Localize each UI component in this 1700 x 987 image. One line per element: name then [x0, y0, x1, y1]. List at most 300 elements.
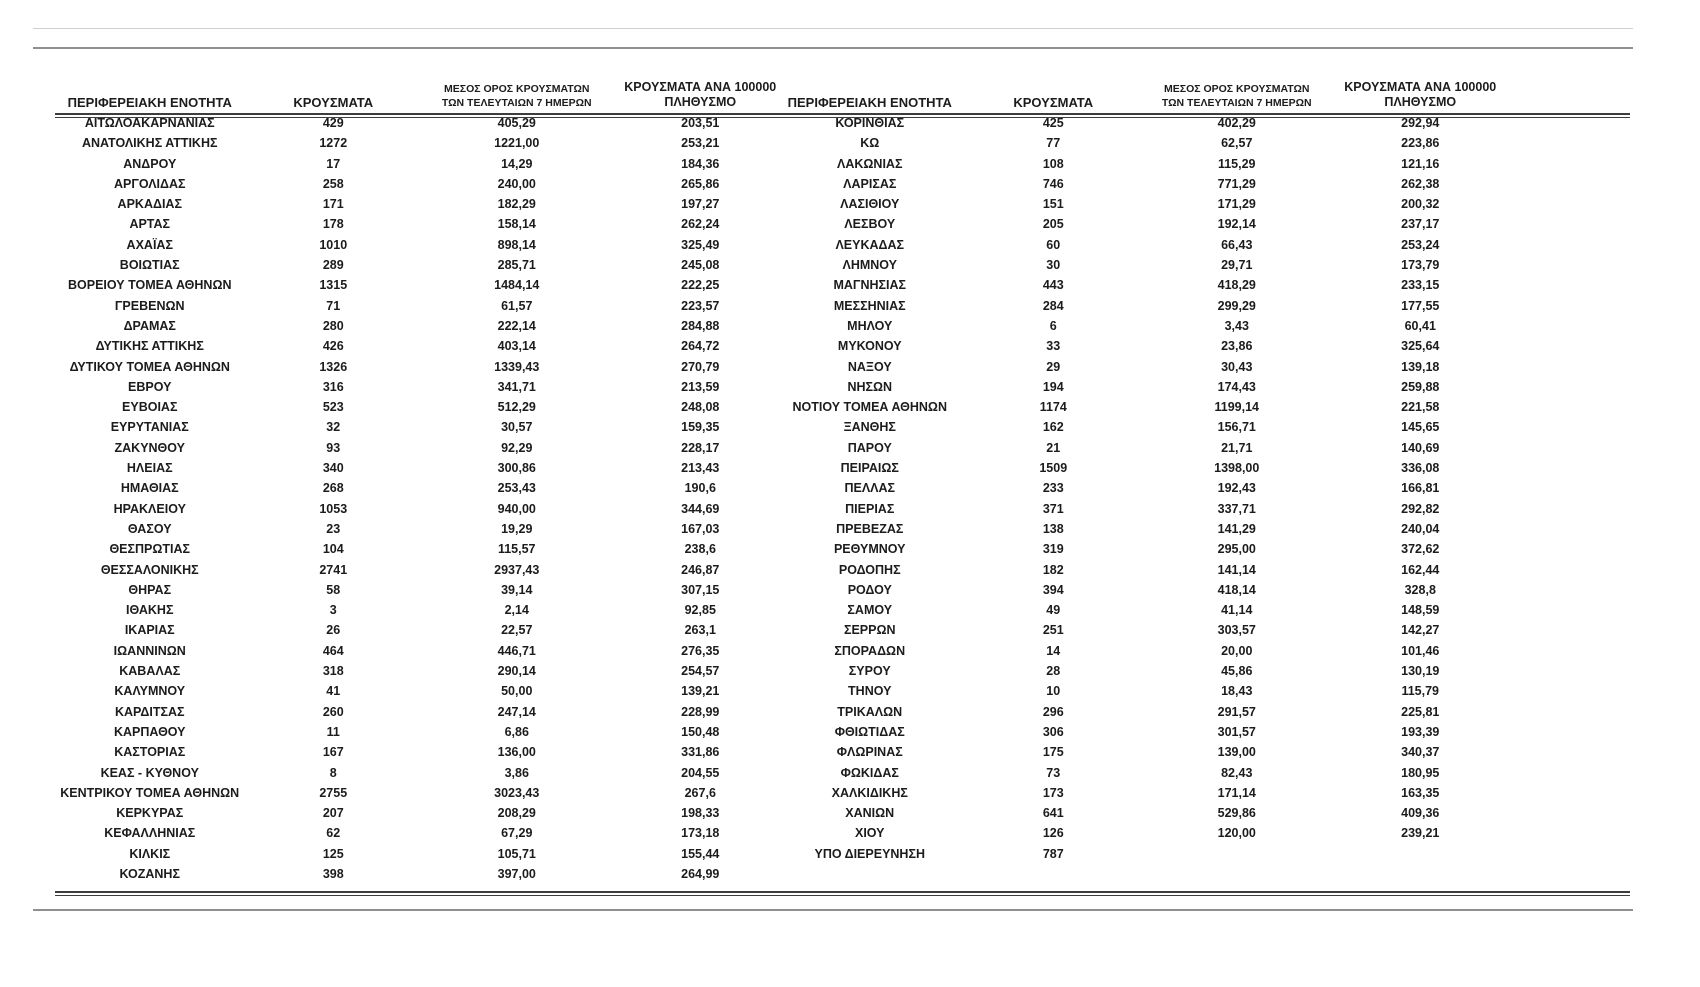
table-cell: 225,81: [1401, 704, 1440, 719]
table-row: [778, 681, 1512, 701]
table-row: [778, 742, 1512, 762]
table-cell: 290,14: [497, 664, 536, 679]
table-cell: 2,14: [504, 603, 529, 618]
table-row: [778, 763, 1512, 783]
table-cell: 1484,14: [494, 278, 540, 293]
table-row: [58, 174, 792, 194]
table-cell: 18,43: [1221, 684, 1253, 699]
table-row: [778, 194, 1512, 214]
table-cell: 295,00: [1217, 542, 1256, 557]
table-cell: ΥΠΟ ΔΙΕΡΕΥΝΗΣΗ: [814, 846, 925, 861]
table-cell: 173: [1042, 785, 1064, 800]
table-cell: ΑΡΓΟΛΙΔΑΣ: [113, 176, 186, 191]
col-header-7day-average: ΜΕΣΟΣ ΟΡΟΣ ΚΡΟΥΣΜΑΤΩΝ ΤΩΝ ΤΕΛΕΥΤΑΙΩΝ 7 ΗΜΕΡΩΝ: [441, 83, 592, 109]
table-cell: 194: [1042, 379, 1064, 394]
table-cell: 237,17: [1401, 217, 1440, 232]
table-row: [778, 702, 1512, 722]
table-cell: ΚΟΖΑΝΗΣ: [119, 866, 180, 881]
table-row: [58, 641, 792, 661]
table-cell: 331,86: [681, 745, 720, 760]
table-cell: 66,43: [1221, 237, 1253, 252]
table-cell: 254,57: [681, 664, 720, 679]
table-cell: 23,86: [1221, 339, 1253, 354]
table-cell: ΧΑΝΙΩΝ: [845, 806, 895, 821]
table-cell: 285,71: [497, 258, 536, 273]
table-cell: ΣΥΡΟΥ: [848, 664, 891, 679]
table-cell: 245,08: [681, 258, 720, 273]
table-cell: ΦΘΙΩΤΙΔΑΣ: [834, 724, 905, 739]
table-cell: 403,14: [497, 339, 536, 354]
table-row: [58, 458, 792, 478]
table-cell: 2937,43: [494, 562, 540, 577]
table-row: [58, 620, 792, 640]
table-cell: 71: [326, 298, 341, 313]
table-cell: ΛΕΣΒΟΥ: [844, 217, 896, 232]
table-cell: 41,14: [1221, 603, 1253, 618]
table-cell: 148,59: [1401, 603, 1440, 618]
table-cell: 105,71: [497, 846, 536, 861]
table-cell: 940,00: [497, 501, 536, 516]
table-row: [778, 255, 1512, 275]
table-cell: 208,29: [497, 806, 536, 821]
table-cell: 276,35: [681, 643, 720, 658]
table-row: [58, 296, 792, 316]
table-cell: ΜΕΣΣΗΝΙΑΣ: [833, 298, 906, 313]
table-cell: 787: [1042, 846, 1064, 861]
table-cell: ΕΒΡΟΥ: [128, 379, 172, 394]
table-cell: 253,21: [681, 136, 720, 151]
table-cell: ΙΘΑΚΗΣ: [126, 603, 174, 618]
table-row: [778, 600, 1512, 620]
table-row: [58, 194, 792, 214]
table-cell: ΠΙΕΡΙΑΣ: [845, 501, 895, 516]
table-cell: 2741: [319, 562, 348, 577]
table-cell: 182: [1042, 562, 1064, 577]
table-cell: 260: [322, 704, 344, 719]
table-cell: 17: [326, 156, 341, 171]
table-cell: 60: [1046, 237, 1061, 252]
table-cell: 1174: [1039, 400, 1067, 415]
table-cell: 397,00: [497, 866, 536, 881]
table-cell: 20,00: [1221, 643, 1253, 658]
table-cell: ΔΡΑΜΑΣ: [123, 318, 176, 333]
table-row: [778, 357, 1512, 377]
table-cell: 150,48: [681, 724, 720, 739]
table-header-right: [778, 70, 1512, 113]
table-cell: 319: [1042, 542, 1064, 557]
table-cell: 299,29: [1217, 298, 1256, 313]
table-cell: 115,29: [1217, 156, 1256, 171]
table-cell: ΤΡΙΚΑΛΩΝ: [837, 704, 903, 719]
table-cell: 240,00: [497, 176, 536, 191]
table-cell: 300,86: [497, 461, 536, 476]
header-separator-rule: [55, 113, 1630, 118]
table-row: [778, 417, 1512, 437]
table-cell: 1010: [319, 237, 348, 252]
table-cell: ΡΟΔΟΠΗΣ: [838, 562, 901, 577]
table-cell: 264,72: [681, 339, 720, 354]
table-row: [778, 539, 1512, 559]
table-cell: 258: [322, 176, 344, 191]
table-cell: ΓΡΕΒΕΝΩΝ: [114, 298, 185, 313]
table-cell: 171,29: [1217, 197, 1256, 212]
table-cell: 14,29: [501, 156, 533, 171]
table-cell: 62,57: [1221, 136, 1253, 151]
table-row: [778, 560, 1512, 580]
top-dark-divider: [33, 47, 1633, 49]
table-row: [778, 620, 1512, 640]
table-cell: ΚΑΡΠΑΘΟΥ: [113, 724, 186, 739]
table-cell: 173,79: [1401, 258, 1440, 273]
table-cell: 163,35: [1401, 785, 1440, 800]
table-cell: 2755: [319, 785, 348, 800]
table-cell: ΡΟΔΟΥ: [847, 582, 892, 597]
table-cell: 171,14: [1217, 785, 1256, 800]
col-header-cases: ΚΡΟΥΣΜΑΤΑ: [1013, 95, 1094, 110]
table-cell: 259,88: [1401, 379, 1440, 394]
table-cell: ΡΕΘΥΜΝΟΥ: [833, 542, 906, 557]
table-row: [778, 174, 1512, 194]
table-cell: 443: [1042, 278, 1064, 293]
col-header-region: ΠΕΡΙΦΕΡΕΙΑΚΗ ΕΝΟΤΗΤΑ: [67, 95, 232, 110]
table-cell: 130,19: [1401, 664, 1440, 679]
table-cell: 325,49: [681, 237, 720, 252]
table-row: [58, 600, 792, 620]
table-cell: 115,57: [497, 542, 536, 557]
table-cell: ΗΜΑΘΙΑΣ: [120, 481, 179, 496]
table-cell: 292,94: [1401, 116, 1440, 130]
regional-cases-table-right: [778, 70, 1512, 864]
table-cell: 92,85: [684, 603, 716, 618]
table-cell: 425: [1042, 116, 1064, 130]
table-cell: ΘΑΣΟΥ: [127, 521, 172, 536]
table-cell: 341,71: [497, 379, 536, 394]
table-cell: ΠΕΛΛΑΣ: [844, 481, 896, 496]
table-cell: 239,21: [1401, 826, 1440, 841]
table-cell: ΚΩ: [860, 136, 880, 151]
table-cell: 29,71: [1221, 258, 1253, 273]
table-cell: 402,29: [1217, 116, 1256, 130]
table-cell: 284,88: [681, 318, 720, 333]
table-cell: 213,59: [681, 379, 720, 394]
bottom-divider: [33, 909, 1633, 911]
table-cell: 159,35: [681, 420, 720, 435]
table-cell: 1315: [319, 278, 348, 293]
table-cell: 337,71: [1217, 501, 1256, 516]
table-cell: ΣΑΜΟΥ: [847, 603, 893, 618]
table-cell: 11: [326, 724, 340, 739]
table-cell: 26: [326, 623, 341, 638]
table-cell: 898,14: [497, 237, 536, 252]
table-cell: 263,1: [684, 623, 716, 638]
table-row: [58, 844, 792, 864]
table-row: [58, 377, 792, 397]
table-cell: ΙΩΑΝΝΙΝΩΝ: [113, 643, 186, 658]
table-cell: 192,43: [1217, 481, 1256, 496]
table-cell: 21: [1046, 440, 1061, 455]
table-row: [58, 803, 792, 823]
table-cell: 141,29: [1217, 521, 1256, 536]
table-cell: 139,21: [681, 684, 720, 699]
table-row: [58, 763, 792, 783]
table-cell: 316: [322, 379, 344, 394]
table-row: [58, 702, 792, 722]
table-cell: 22,57: [501, 623, 533, 638]
table-row: [778, 336, 1512, 356]
table-row: [58, 417, 792, 437]
table-cell: 240,04: [1401, 521, 1440, 536]
table-row: [778, 133, 1512, 153]
table-row: [778, 397, 1512, 417]
table-cell: ΣΕΡΡΩΝ: [843, 623, 896, 638]
table-cell: 162: [1042, 420, 1064, 435]
table-cell: ΑΧΑΪΑΣ: [126, 237, 173, 252]
table-cell: 177,55: [1401, 298, 1440, 313]
table-cell: 158,14: [497, 217, 536, 232]
table-row: [58, 438, 792, 458]
table-cell: 523: [322, 400, 344, 415]
table-cell: 141,14: [1217, 562, 1256, 577]
table-cell: 142,27: [1401, 623, 1440, 638]
table-cell: 167,03: [681, 521, 720, 536]
table-cell: 61,57: [501, 298, 533, 313]
table-cell: 155,44: [681, 846, 720, 861]
table-cell: 3: [329, 603, 337, 618]
table-cell: 228,99: [681, 704, 720, 719]
table-cell: 10: [1046, 684, 1061, 699]
table-cell: ΠΕΙΡΑΙΩΣ: [840, 461, 899, 476]
table-row: [778, 275, 1512, 295]
table-row: [58, 316, 792, 336]
table-row: [58, 255, 792, 275]
table-cell: 121,16: [1401, 156, 1440, 171]
table-header-left: [58, 70, 792, 113]
table-cell: ΝΑΞΟΥ: [847, 359, 892, 374]
table-cell: ΠΑΡΟΥ: [847, 440, 892, 455]
table-cell: ΣΠΟΡΑΔΩΝ: [834, 643, 906, 658]
table-cell: 340,37: [1401, 745, 1440, 760]
table-cell: 394: [1042, 582, 1064, 597]
table-cell: ΕΥΒΟΙΑΣ: [122, 400, 178, 415]
table-cell: 60,41: [1404, 318, 1436, 333]
table-cell: 138: [1042, 521, 1064, 536]
table-cell: 265,86: [681, 176, 720, 191]
table-cell: ΧΙΟΥ: [854, 826, 885, 841]
table-cell: 301,57: [1217, 724, 1256, 739]
table-cell: 3023,43: [494, 785, 540, 800]
table-cell: 222,25: [681, 278, 720, 293]
table-cell: ΑΡΤΑΣ: [129, 217, 171, 232]
table-cell: 108: [1042, 156, 1064, 171]
col-header-region: ΠΕΡΙΦΕΡΕΙΑΚΗ ΕΝΟΤΗΤΑ: [787, 95, 952, 110]
table-cell: 238,6: [684, 542, 716, 557]
table-cell: 1053: [319, 501, 348, 516]
table-row: [778, 519, 1512, 539]
table-cell: 641: [1042, 806, 1064, 821]
table-row: [58, 397, 792, 417]
col-header-cases-per-100k: ΚΡΟΥΣΜΑΤΑ ΑΝΑ 100000 ΠΛΗΘΥΣΜΟ: [1344, 80, 1497, 109]
table-cell: ΑΙΤΩΛΟΑΚΑΡΝΑΝΙΑΣ: [84, 116, 215, 130]
table-cell: ΔΥΤΙΚΟΥ ΤΟΜΕΑ ΑΘΗΝΩΝ: [69, 359, 230, 374]
table-cell: 1509: [1039, 461, 1068, 476]
table-cell: ΚΟΡΙΝΘΙΑΣ: [835, 116, 905, 130]
table-cell: 32: [326, 420, 341, 435]
table-cell: 101,46: [1401, 643, 1440, 658]
table-cell: 178: [322, 217, 344, 232]
table-cell: 264,99: [681, 866, 720, 881]
table-cell: 139,18: [1401, 359, 1440, 374]
table-cell: 284: [1042, 298, 1064, 313]
table-row: [58, 235, 792, 255]
table-cell: 200,32: [1401, 197, 1440, 212]
table-row: [58, 275, 792, 295]
table-cell: 62: [326, 826, 341, 841]
table-cell: 3,43: [1224, 318, 1249, 333]
table-cell: 429: [322, 116, 344, 130]
table-row: [58, 133, 792, 153]
table-cell: 529,86: [1217, 806, 1256, 821]
table-cell: ΛΑΣΙΘΙΟΥ: [840, 197, 900, 212]
table-cell: ΖΑΚΥΝΘΟΥ: [114, 440, 185, 455]
table-row: [778, 783, 1512, 803]
table-cell: 262,24: [681, 217, 720, 232]
table-cell: 39,14: [501, 582, 533, 597]
table-cell: 193,39: [1401, 724, 1440, 739]
table-cell: 296: [1042, 704, 1064, 719]
table-cell: [1145, 844, 1329, 864]
table-row: [58, 560, 792, 580]
table-cell: 198,33: [681, 806, 720, 821]
table-cell: 213,43: [681, 461, 720, 476]
table-cell: 221,58: [1401, 400, 1440, 415]
table-row: [58, 539, 792, 559]
table-cell: 28: [1046, 664, 1061, 679]
table-cell: 251: [1042, 623, 1064, 638]
table-row: [58, 478, 792, 498]
table-row: [58, 722, 792, 742]
table-cell: ΒΟΡΕΙΟΥ ΤΟΜΕΑ ΑΘΗΝΩΝ: [67, 278, 232, 293]
table-cell: 33: [1046, 339, 1061, 354]
table-cell: 336,08: [1401, 461, 1440, 476]
table-cell: ΗΡΑΚΛΕΙΟΥ: [113, 501, 186, 516]
table-cell: 233,15: [1401, 278, 1440, 293]
table-cell: 77: [1046, 136, 1061, 151]
table-cell: 372,62: [1401, 542, 1440, 557]
table-cell: 29: [1046, 359, 1061, 374]
table-cell: ΦΩΚΙΔΑΣ: [840, 765, 899, 780]
table-cell: ΚΑΡΔΙΤΣΑΣ: [114, 704, 185, 719]
table-cell: 184,36: [681, 156, 720, 171]
table-cell: 771,29: [1217, 176, 1256, 191]
table-cell: 253,43: [497, 481, 536, 496]
table-cell: 30,57: [501, 420, 533, 435]
table-row: [778, 214, 1512, 234]
table-cell: ΝΟΤΙΟΥ ΤΟΜΕΑ ΑΘΗΝΩΝ: [792, 400, 947, 415]
table-row: [778, 235, 1512, 255]
table-cell: 204,55: [681, 765, 720, 780]
table-row: [58, 519, 792, 539]
table-cell: ΘΕΣΣΑΛΟΝΙΚΗΣ: [100, 562, 199, 577]
table-cell: 19,29: [501, 521, 533, 536]
table-row: [778, 458, 1512, 478]
table-row: [58, 154, 792, 174]
table-cell: 6,86: [504, 724, 529, 739]
table-cell: ΕΥΡΥΤΑΝΙΑΣ: [110, 420, 189, 435]
table-cell: 262,38: [1401, 176, 1440, 191]
table-cell: ΙΚΑΡΙΑΣ: [124, 623, 175, 638]
table-cell: 125: [322, 846, 344, 861]
table-cell: 303,57: [1217, 623, 1256, 638]
table-cell: 418,29: [1217, 278, 1256, 293]
table-row: [778, 377, 1512, 397]
table-cell: ΚΕΑΣ - ΚΥΘΝΟΥ: [100, 765, 199, 780]
table-cell: 207: [322, 806, 344, 821]
table-cell: 409,36: [1401, 806, 1440, 821]
table-cell: 203,51: [681, 116, 720, 130]
table-cell: 340: [322, 461, 344, 476]
table-cell: ΚΑΣΤΟΡΙΑΣ: [114, 745, 186, 760]
table-row: [778, 844, 1512, 864]
table-cell: 253,24: [1401, 237, 1440, 252]
table-cell: 318: [322, 664, 344, 679]
table-cell: 93: [326, 440, 341, 455]
table-cell: ΦΛΩΡΙΝΑΣ: [836, 745, 903, 760]
table-cell: 1339,43: [494, 359, 540, 374]
table-row: [58, 661, 792, 681]
table-cell: 50,00: [501, 684, 533, 699]
table-cell: 82,43: [1221, 765, 1253, 780]
table-row: [778, 154, 1512, 174]
table-cell: 173,18: [681, 826, 720, 841]
col-header-cases: ΚΡΟΥΣΜΑΤΑ: [293, 95, 374, 110]
table-cell: ΑΡΚΑΔΙΑΣ: [117, 197, 182, 212]
table-cell: 223,86: [1401, 136, 1440, 151]
table-cell: 14: [1046, 643, 1061, 658]
table-cell: 270,79: [681, 359, 720, 374]
table-cell: 182,29: [497, 197, 536, 212]
table-cell: 73: [1046, 765, 1061, 780]
table-row: [58, 336, 792, 356]
table-cell: 371: [1042, 501, 1064, 516]
table-cell: 289: [322, 258, 344, 273]
table-cell: 328,8: [1404, 582, 1436, 597]
table-cell: ΚΕΦΑΛΛΗΝΙΑΣ: [104, 826, 196, 841]
header-row: [58, 70, 792, 113]
table-cell: 104: [322, 542, 344, 557]
table-cell: 292,82: [1401, 501, 1440, 516]
table-cell: 307,15: [681, 582, 720, 597]
table-cell: 151: [1042, 197, 1064, 212]
table-cell: 222,14: [497, 318, 536, 333]
table-cell: 418,14: [1217, 582, 1256, 597]
table-row: [58, 823, 792, 843]
table-cell: 426: [322, 339, 344, 354]
table-cell: 180,95: [1401, 765, 1440, 780]
table-cell: 1199,14: [1214, 400, 1259, 415]
table-cell: ΚΑΛΥΜΝΟΥ: [114, 684, 186, 699]
table-cell: ΔΥΤΙΚΗΣ ΑΤΤΙΚΗΣ: [95, 339, 204, 354]
table-cell: ΛΗΜΝΟΥ: [842, 258, 898, 273]
table-cell: ΚΑΒΑΛΑΣ: [119, 664, 181, 679]
table-row: [58, 864, 792, 884]
table-cell: 405,29: [497, 116, 536, 130]
table-cell: 197,27: [681, 197, 720, 212]
table-row: [58, 214, 792, 234]
table-cell: ΞΑΝΘΗΣ: [843, 420, 896, 435]
table-cell: ΚΕΝΤΡΙΚΟΥ ΤΟΜΕΑ ΑΘΗΝΩΝ: [60, 785, 240, 800]
table-cell: 162,44: [1401, 562, 1440, 577]
table-row: [778, 661, 1512, 681]
